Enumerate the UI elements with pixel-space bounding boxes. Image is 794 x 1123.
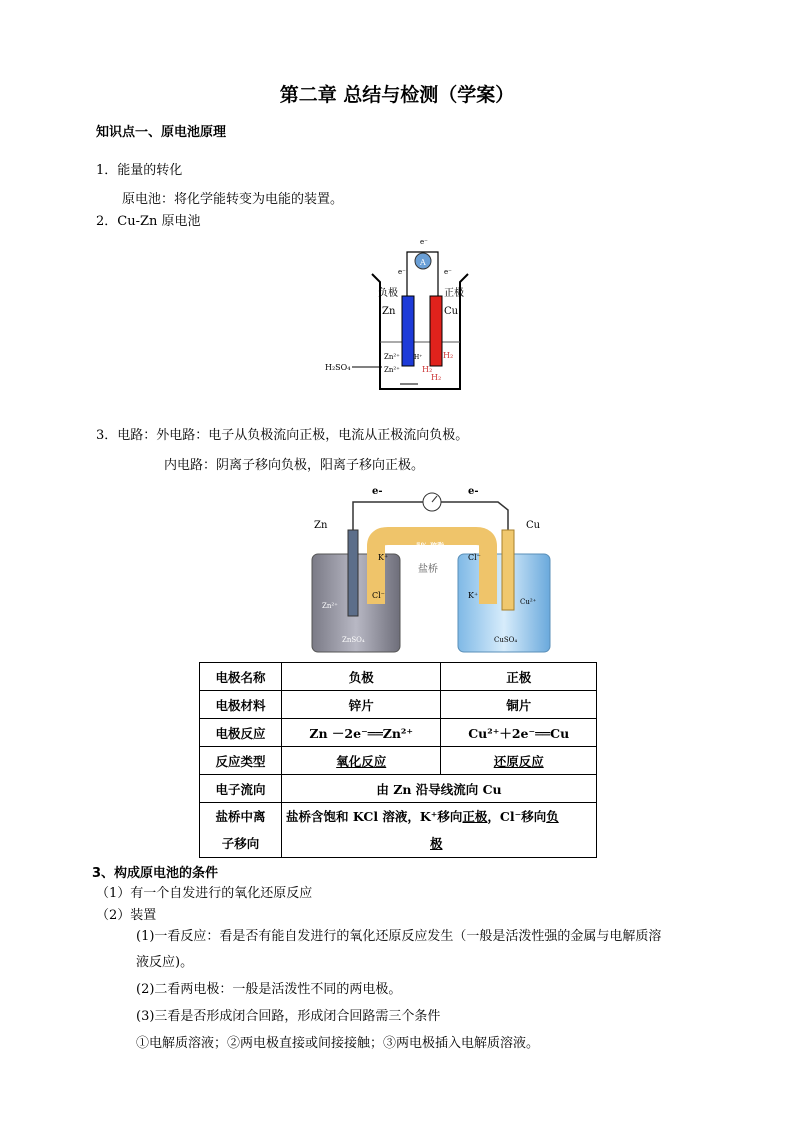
svg-text:Cl⁻: Cl⁻ <box>372 591 385 600</box>
table-cell: 盐桥中离 子移向 <box>200 803 282 858</box>
cu-rod <box>502 530 514 610</box>
table-cell: 电子流向 <box>200 775 282 803</box>
table-row <box>200 775 597 803</box>
table-row <box>200 719 597 747</box>
svg-text:K⁺: K⁺ <box>468 591 479 600</box>
section-3-heading: 3、构成原电池的条件 <box>92 866 219 881</box>
item-1-text: 原电池：将化学能转变为电能的装置。 <box>122 192 344 207</box>
svg-text:Zn: Zn <box>382 306 396 317</box>
svg-text:e⁻: e⁻ <box>444 268 452 276</box>
condition-2: （2）装置 <box>96 908 157 923</box>
svg-text:H₂: H₂ <box>443 351 454 360</box>
zn-rod <box>348 530 358 616</box>
svg-text:盐桥: 盐桥 <box>418 564 438 575</box>
condition-2a: (1)一看反应：看是否有能自发进行的氧化还原反应发生（一般是活泼性强的金属与电解质溶 <box>136 929 662 944</box>
item-3b: 内电路：阴离子移向负极，阳离子移向正极。 <box>164 458 425 473</box>
svg-text:H₂SO₄: H₂SO₄ <box>325 363 351 372</box>
table-cell: Zn －2e⁻══Zn²⁺ <box>282 719 441 747</box>
cu-electrode <box>430 296 442 366</box>
svg-text:Cu: Cu <box>526 520 541 531</box>
condition-2c: (3)三看是否形成闭合回路，形成闭合回路需三个条件 <box>136 1009 441 1024</box>
condition-2d: ①电解质溶液；②两电极直接或间接接触；③两电极插入电解质溶液。 <box>136 1036 540 1051</box>
table-cell: 氧化反应 <box>282 747 441 775</box>
condition-1: （1）有一个自发进行的氧化还原反应 <box>96 886 313 901</box>
table-cell: 电极名称 <box>200 663 282 691</box>
svg-text:5% 琼脂: 5% 琼脂 <box>416 541 444 550</box>
svg-text:Cl⁻: Cl⁻ <box>468 553 481 562</box>
condition-2a-cont: 液反应)。 <box>136 955 194 970</box>
table-row <box>200 663 597 691</box>
item-1: 1．能量的转化 <box>96 163 183 178</box>
svg-text:A: A <box>420 258 426 267</box>
item-3: 3．电路：外电路：电子从负极流向正极，电流从正极流向负极。 <box>96 428 469 443</box>
page-title: 第二章 总结与检测（学案） <box>279 84 515 106</box>
electrode-table <box>199 662 597 858</box>
svg-text:e⁻: e⁻ <box>420 238 428 246</box>
svg-text:Zn²⁺: Zn²⁺ <box>384 366 400 374</box>
svg-text:e-: e- <box>468 486 479 497</box>
svg-text:e⁻: e⁻ <box>398 268 406 276</box>
svg-text:Zn²⁺: Zn²⁺ <box>322 602 338 610</box>
svg-text:CuSO₄: CuSO₄ <box>494 636 518 644</box>
svg-text:负极: 负极 <box>378 288 398 299</box>
table-row <box>200 747 597 775</box>
item-2: 2．Cu-Zn 原电池 <box>96 214 201 229</box>
svg-text:Cu: Cu <box>444 306 459 317</box>
table-cell: 反应类型 <box>200 747 282 775</box>
svg-text:正极: 正极 <box>444 288 464 299</box>
table-cell: 盐桥含饱和 KCl 溶液，K⁺移向正极，Cl⁻移向负 极 <box>282 803 597 858</box>
svg-text:H₂: H₂ <box>422 365 433 374</box>
svg-text:K⁺: K⁺ <box>378 553 389 562</box>
condition-2b: (2)二看两电极：一般是活泼性不同的两电极。 <box>136 982 402 997</box>
table-row <box>200 803 597 858</box>
svg-text:Cu²⁺: Cu²⁺ <box>520 598 537 606</box>
zn-electrode <box>402 296 414 366</box>
cu-zn-cell-diagram <box>320 234 480 399</box>
svg-text:ZnSO₄: ZnSO₄ <box>342 636 365 644</box>
svg-text:Zn²⁺: Zn²⁺ <box>384 353 400 361</box>
table-cell: 还原反应 <box>441 747 597 775</box>
table-row <box>200 691 597 719</box>
table-cell: 电极材料 <box>200 691 282 719</box>
table-cell: 电极反应 <box>200 719 282 747</box>
svg-text:Zn: Zn <box>314 520 328 531</box>
svg-text:H₂: H₂ <box>431 373 442 382</box>
table-cell: 锌片 <box>282 691 441 719</box>
section-heading: 知识点一、原电池原理 <box>96 125 227 140</box>
table-cell: 负极 <box>282 663 441 691</box>
svg-text:H⁺: H⁺ <box>414 354 423 361</box>
svg-text:e-: e- <box>372 486 383 497</box>
table-cell: 正极 <box>441 663 597 691</box>
salt-bridge-cell-diagram <box>308 484 556 660</box>
table-cell: 由 Zn 沿导线流向 Cu <box>282 775 597 803</box>
table-cell: Cu²⁺＋2e⁻══Cu <box>441 719 597 747</box>
table-cell: 铜片 <box>441 691 597 719</box>
